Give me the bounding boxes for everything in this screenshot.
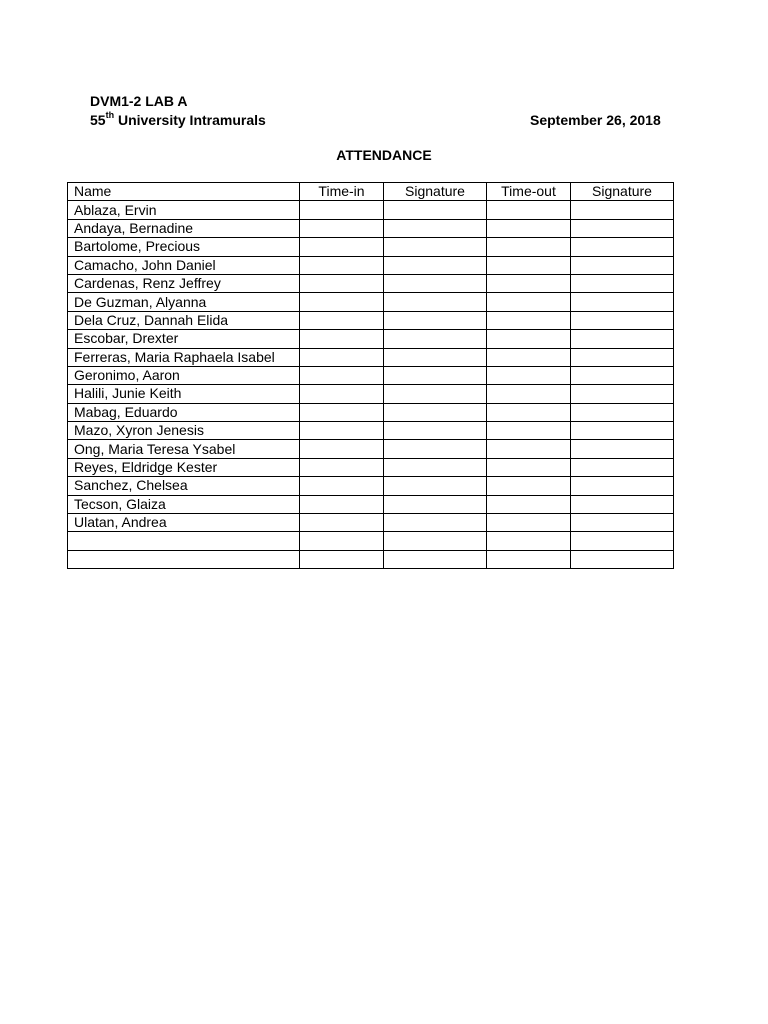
table-row <box>68 219 674 237</box>
signature-out-cell <box>571 219 674 237</box>
table-row <box>68 311 674 329</box>
signature-in-cell <box>384 330 487 348</box>
time-in-cell <box>300 238 384 256</box>
signature-in-cell <box>384 311 487 329</box>
signature-out-cell <box>571 201 674 219</box>
student-name-cell: Andaya, Bernadine <box>68 219 300 237</box>
table-row <box>68 514 674 532</box>
time-in-cell <box>300 458 384 476</box>
signature-out-cell <box>571 514 674 532</box>
student-name-cell: Sanchez, Chelsea <box>68 477 300 495</box>
signature-in-cell <box>384 274 487 292</box>
time-out-cell <box>487 403 571 421</box>
time-in-cell <box>300 532 384 550</box>
page-title: ATTENDANCE <box>336 147 432 163</box>
column-header-time-out: Time-out <box>487 183 571 201</box>
course-label: DVM1-2 LAB A <box>90 93 188 109</box>
time-out-cell <box>487 293 571 311</box>
student-name-cell: Dela Cruz, Dannah Elida <box>68 311 300 329</box>
student-name-cell: Tecson, Glaiza <box>68 495 300 513</box>
signature-out-cell <box>571 293 674 311</box>
table-row <box>68 274 674 292</box>
time-in-cell <box>300 366 384 384</box>
attendance-table <box>67 182 674 569</box>
time-out-cell <box>487 477 571 495</box>
table-row <box>68 348 674 366</box>
time-out-cell <box>487 311 571 329</box>
event-date: September 26, 2018 <box>530 112 661 128</box>
signature-out-cell <box>571 458 674 476</box>
student-name-cell: Camacho, John Daniel <box>68 256 300 274</box>
time-in-cell <box>300 514 384 532</box>
table-row <box>68 458 674 476</box>
student-name-cell: De Guzman, Alyanna <box>68 293 300 311</box>
signature-out-cell <box>571 403 674 421</box>
signature-in-cell <box>384 219 487 237</box>
column-header-signature-in: Signature <box>384 183 487 201</box>
time-out-cell <box>487 201 571 219</box>
time-out-cell <box>487 219 571 237</box>
student-name-cell: Ferreras, Maria Raphaela Isabel <box>68 348 300 366</box>
time-in-cell <box>300 440 384 458</box>
time-out-cell <box>487 532 571 550</box>
signature-in-cell <box>384 532 487 550</box>
student-name-cell: Mabag, Eduardo <box>68 403 300 421</box>
signature-in-cell <box>384 458 487 476</box>
signature-in-cell <box>384 514 487 532</box>
signature-in-cell <box>384 385 487 403</box>
event-name: University Intramurals <box>114 112 266 128</box>
time-in-cell <box>300 403 384 421</box>
signature-out-cell <box>571 532 674 550</box>
signature-out-cell <box>571 366 674 384</box>
signature-in-cell <box>384 440 487 458</box>
time-out-cell <box>487 348 571 366</box>
student-name-cell: Ablaza, Ervin <box>68 201 300 219</box>
time-in-cell <box>300 422 384 440</box>
signature-out-cell <box>571 495 674 513</box>
signature-in-cell <box>384 422 487 440</box>
signature-in-cell <box>384 495 487 513</box>
signature-in-cell <box>384 256 487 274</box>
table-row <box>68 422 674 440</box>
time-in-cell <box>300 348 384 366</box>
time-in-cell <box>300 201 384 219</box>
time-out-cell <box>487 458 571 476</box>
student-name-cell <box>68 532 300 550</box>
signature-in-cell <box>384 293 487 311</box>
signature-out-cell <box>571 311 674 329</box>
time-out-cell <box>487 238 571 256</box>
time-in-cell <box>300 293 384 311</box>
signature-out-cell <box>571 348 674 366</box>
signature-in-cell <box>384 366 487 384</box>
time-out-cell <box>487 495 571 513</box>
table-row <box>68 403 674 421</box>
signature-in-cell <box>384 348 487 366</box>
student-name-cell: Ong, Maria Teresa Ysabel <box>68 440 300 458</box>
student-name-cell <box>68 550 300 568</box>
time-out-cell <box>487 422 571 440</box>
time-out-cell <box>487 514 571 532</box>
time-in-cell <box>300 385 384 403</box>
signature-in-cell <box>384 201 487 219</box>
signature-out-cell <box>571 238 674 256</box>
table-row <box>68 495 674 513</box>
time-out-cell <box>487 256 571 274</box>
signature-out-cell <box>571 550 674 568</box>
table-row <box>68 366 674 384</box>
signature-out-cell <box>571 477 674 495</box>
time-in-cell <box>300 256 384 274</box>
time-in-cell <box>300 550 384 568</box>
signature-out-cell <box>571 330 674 348</box>
student-name-cell: Halili, Junie Keith <box>68 385 300 403</box>
column-header-signature-out: Signature <box>571 183 674 201</box>
event-label <box>90 112 266 128</box>
student-name-cell: Escobar, Drexter <box>68 330 300 348</box>
table-row <box>68 550 674 568</box>
signature-out-cell <box>571 385 674 403</box>
time-in-cell <box>300 495 384 513</box>
signature-in-cell <box>384 403 487 421</box>
table-row <box>68 256 674 274</box>
column-header-name: Name <box>68 183 300 201</box>
time-out-cell <box>487 385 571 403</box>
table-row <box>68 385 674 403</box>
signature-in-cell <box>384 477 487 495</box>
student-name-cell: Reyes, Eldridge Kester <box>68 458 300 476</box>
time-in-cell <box>300 219 384 237</box>
table-row <box>68 532 674 550</box>
time-out-cell <box>487 274 571 292</box>
time-in-cell <box>300 330 384 348</box>
student-name-cell: Ulatan, Andrea <box>68 514 300 532</box>
time-out-cell <box>487 440 571 458</box>
student-name-cell: Cardenas, Renz Jeffrey <box>68 274 300 292</box>
student-name-cell: Bartolome, Precious <box>68 238 300 256</box>
event-suffix: th <box>105 110 115 121</box>
student-name-cell: Geronimo, Aaron <box>68 366 300 384</box>
time-out-cell <box>487 366 571 384</box>
time-out-cell <box>487 550 571 568</box>
table-row <box>68 477 674 495</box>
signature-out-cell <box>571 422 674 440</box>
time-in-cell <box>300 311 384 329</box>
signature-out-cell <box>571 274 674 292</box>
time-in-cell <box>300 477 384 495</box>
table-header-row <box>68 183 674 201</box>
student-name-cell: Mazo, Xyron Jenesis <box>68 422 300 440</box>
signature-out-cell <box>571 256 674 274</box>
signature-in-cell <box>384 550 487 568</box>
table-row <box>68 330 674 348</box>
signature-out-cell <box>571 440 674 458</box>
time-out-cell <box>487 330 571 348</box>
attendance-rows <box>68 201 674 569</box>
column-header-time-in: Time-in <box>300 183 384 201</box>
time-in-cell <box>300 274 384 292</box>
signature-in-cell <box>384 238 487 256</box>
event-number: 55 <box>90 112 106 128</box>
table-row <box>68 238 674 256</box>
table-row <box>68 201 674 219</box>
table-row <box>68 293 674 311</box>
table-row <box>68 440 674 458</box>
